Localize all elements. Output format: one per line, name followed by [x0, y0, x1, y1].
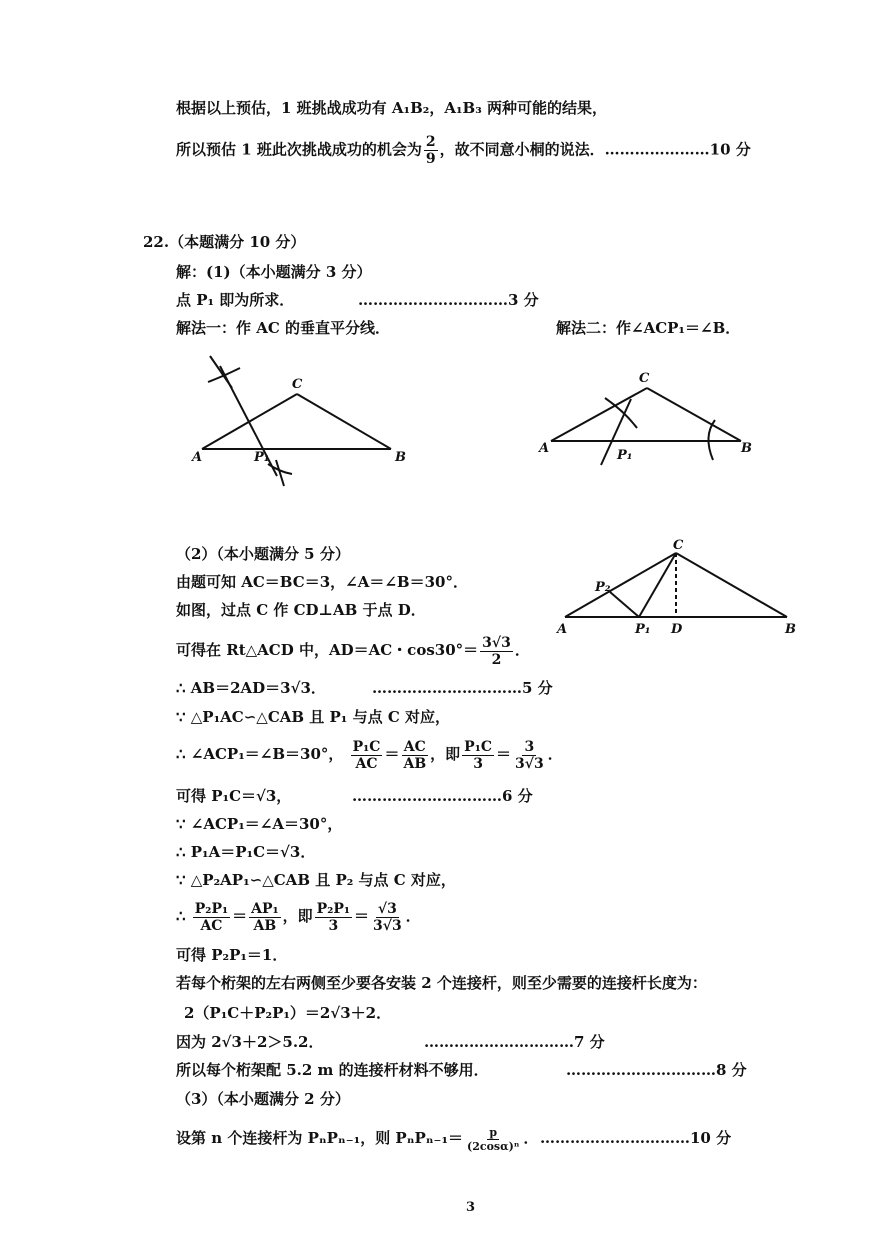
fig1-label-C: C: [292, 377, 303, 392]
equals-sign: ＝: [495, 745, 511, 763]
part2-line-15: 因为 2√3＋2＞5.2．: [176, 1033, 324, 1051]
part2-line-12: 可得 P₂P₁＝1．: [176, 946, 288, 964]
fraction-numerator: P₂P₁: [194, 900, 229, 917]
fraction-numerator: 2: [425, 134, 436, 150]
part2-line-13: 若每个桁架的左右两侧至少要各安装 2 个连接杆，则至少需要的连接杆长度为：: [176, 974, 707, 992]
fraction-numerator: P₁C: [464, 738, 492, 755]
ratio2-fraction-4: [371, 901, 404, 934]
angle-text: ∴ ∠ACP₁＝∠B＝30°，: [176, 745, 344, 763]
part2-header: （2）（本小题满分 5 分）: [176, 545, 350, 563]
part2-line-6: [176, 734, 563, 774]
ratio-fraction-1: [351, 739, 383, 772]
fraction-denominator: 3√3: [373, 917, 402, 934]
fig1-label-A: A: [192, 450, 203, 465]
figure-angle-construction: [535, 368, 765, 468]
part2-score-8: …………………………8 分: [566, 1061, 747, 1079]
fig1-label-P1: P₁: [254, 450, 270, 465]
ratio-fraction-4: [513, 739, 546, 772]
fig3-label-B: B: [785, 622, 796, 637]
ad-fraction: [480, 635, 513, 668]
ie-text: ，即: [282, 907, 313, 925]
part2-score-6: …………………………6 分: [352, 787, 533, 805]
probability-fraction: [424, 134, 438, 167]
fraction-denominator: AC: [355, 755, 378, 772]
part3-header: （3）（本小题满分 2 分）: [176, 1090, 350, 1108]
figure-truss-triangle: [555, 535, 800, 640]
fraction-numerator: p: [489, 1125, 498, 1139]
fig2-label-P1: P₁: [617, 448, 633, 463]
conclusion-line-2: [176, 134, 751, 167]
fraction-denominator: AC: [200, 917, 223, 934]
part2-line-3: [176, 632, 530, 668]
fraction-numerator: AP₁: [251, 900, 279, 917]
figure-perpendicular-bisector: [180, 348, 420, 493]
fraction-numerator: 3√3: [482, 634, 511, 651]
fig2-label-B: B: [741, 441, 752, 456]
fraction-numerator: P₁C: [352, 738, 381, 755]
fraction-numerator: AC: [403, 738, 426, 755]
part2-line-4: ∴ AB＝2AD＝3√3．: [176, 679, 326, 697]
therefore-sign: ∴: [176, 907, 186, 925]
fig3-label-D: D: [671, 622, 683, 637]
fig1-label-B: B: [395, 450, 406, 465]
ratio-fraction-3: [462, 739, 494, 772]
page-number: 3: [466, 1200, 476, 1215]
fraction-denominator: 3: [473, 755, 483, 772]
part1-score: …………………………3 分: [358, 291, 539, 309]
conclusion-text-a: 所以预估 1 班此次挑战成功的机会为: [176, 140, 422, 159]
part1-answer: 点 P₁ 即为所求．: [176, 291, 295, 309]
ie-text: ，即: [430, 745, 461, 763]
part2-line-16: 所以每个桁架配 5.2 m 的连接杆材料不够用．: [176, 1061, 489, 1079]
fig3-label-P2: P₂: [595, 580, 611, 595]
period: ．: [523, 1129, 539, 1147]
part2-line-9: ∴ P₁A＝P₁C＝√3．: [176, 843, 316, 861]
equals-sign: ＝: [354, 907, 370, 925]
part2-score-5: …………………………5 分: [372, 679, 553, 697]
part2-score-7: …………………………7 分: [424, 1033, 605, 1051]
fraction-denominator: AB: [403, 755, 427, 772]
fraction-numerator: P₂P₁: [316, 900, 350, 917]
part2-line-5: ∵ △P₁AC∽△CAB 且 P₁ 与点 C 对应，: [176, 708, 450, 726]
period: ．: [405, 907, 421, 925]
ratio2-fraction-3: [315, 901, 352, 934]
part2-line-14: 2（P₁C＋P₂P₁）＝2√3＋2．: [184, 1004, 392, 1022]
fig2-label-C: C: [639, 371, 650, 386]
fraction-denominator: (2cosα)ⁿ: [467, 1139, 520, 1153]
conclusion-line-1: 根据以上预估，1 班挑战成功有 A₁B₂，A₁B₃ 两种可能的结果，: [176, 99, 608, 117]
ad-text: 可得在 Rt△ACD 中，AD＝AC・cos30°＝: [176, 641, 479, 659]
part3-fraction: [465, 1126, 521, 1153]
part1-header: 解：(1)（本小题满分 3 分）: [176, 263, 372, 281]
part2-line-11: [176, 896, 421, 936]
fraction-numerator: 3: [524, 738, 535, 755]
part3-line: [176, 1120, 539, 1156]
fraction-numerator: √3: [377, 900, 397, 917]
method-two: 解法二：作∠ACP₁＝∠B．: [556, 319, 741, 337]
part2-line-2: 如图，过点 C 作 CD⊥AB 于点 D．: [176, 601, 426, 619]
part3-text: 设第 n 个连接杆为 PₙPₙ₋₁，则 PₙPₙ₋₁＝: [176, 1129, 464, 1147]
fig3-label-A: A: [557, 622, 568, 637]
part3-score-10: …………………………10 分: [540, 1129, 732, 1147]
period: ．: [547, 745, 563, 763]
ratio2-fraction-2: [249, 901, 281, 934]
equals-sign: ＝: [232, 907, 248, 925]
question-22-header: 22.（本题满分 10 分）: [143, 233, 306, 251]
fig3-label-P1: P₁: [635, 622, 651, 637]
part2-line-1: 由题可知 AC＝BC＝3，∠A＝∠B＝30°．: [176, 573, 468, 591]
fraction-denominator: AB: [253, 917, 277, 934]
conclusion-text-b: ，故不同意小桐的说法．…………………10 分: [439, 140, 751, 159]
fraction-denominator: 3: [328, 917, 339, 934]
method-one: 解法一：作 AC 的垂直平分线．: [176, 319, 391, 337]
fig2-label-A: A: [539, 441, 550, 456]
part2-line-7: 可得 P₁C＝√3，: [176, 787, 292, 805]
fig3-label-C: C: [673, 538, 684, 553]
equals-sign: ＝: [384, 745, 400, 763]
ratio2-fraction-1: [193, 901, 230, 934]
part2-line-10: ∵ △P₂AP₁∽△CAB 且 P₂ 与点 C 对应，: [176, 871, 456, 889]
fraction-denominator: 2: [491, 651, 502, 668]
ratio-fraction-2: [401, 739, 428, 772]
fraction-denominator: 3√3: [515, 755, 544, 772]
fraction-denominator: 9: [425, 151, 436, 167]
part2-line-8: ∵ ∠ACP₁＝∠A＝30°，: [176, 815, 343, 833]
ad-end: ．: [514, 641, 530, 659]
